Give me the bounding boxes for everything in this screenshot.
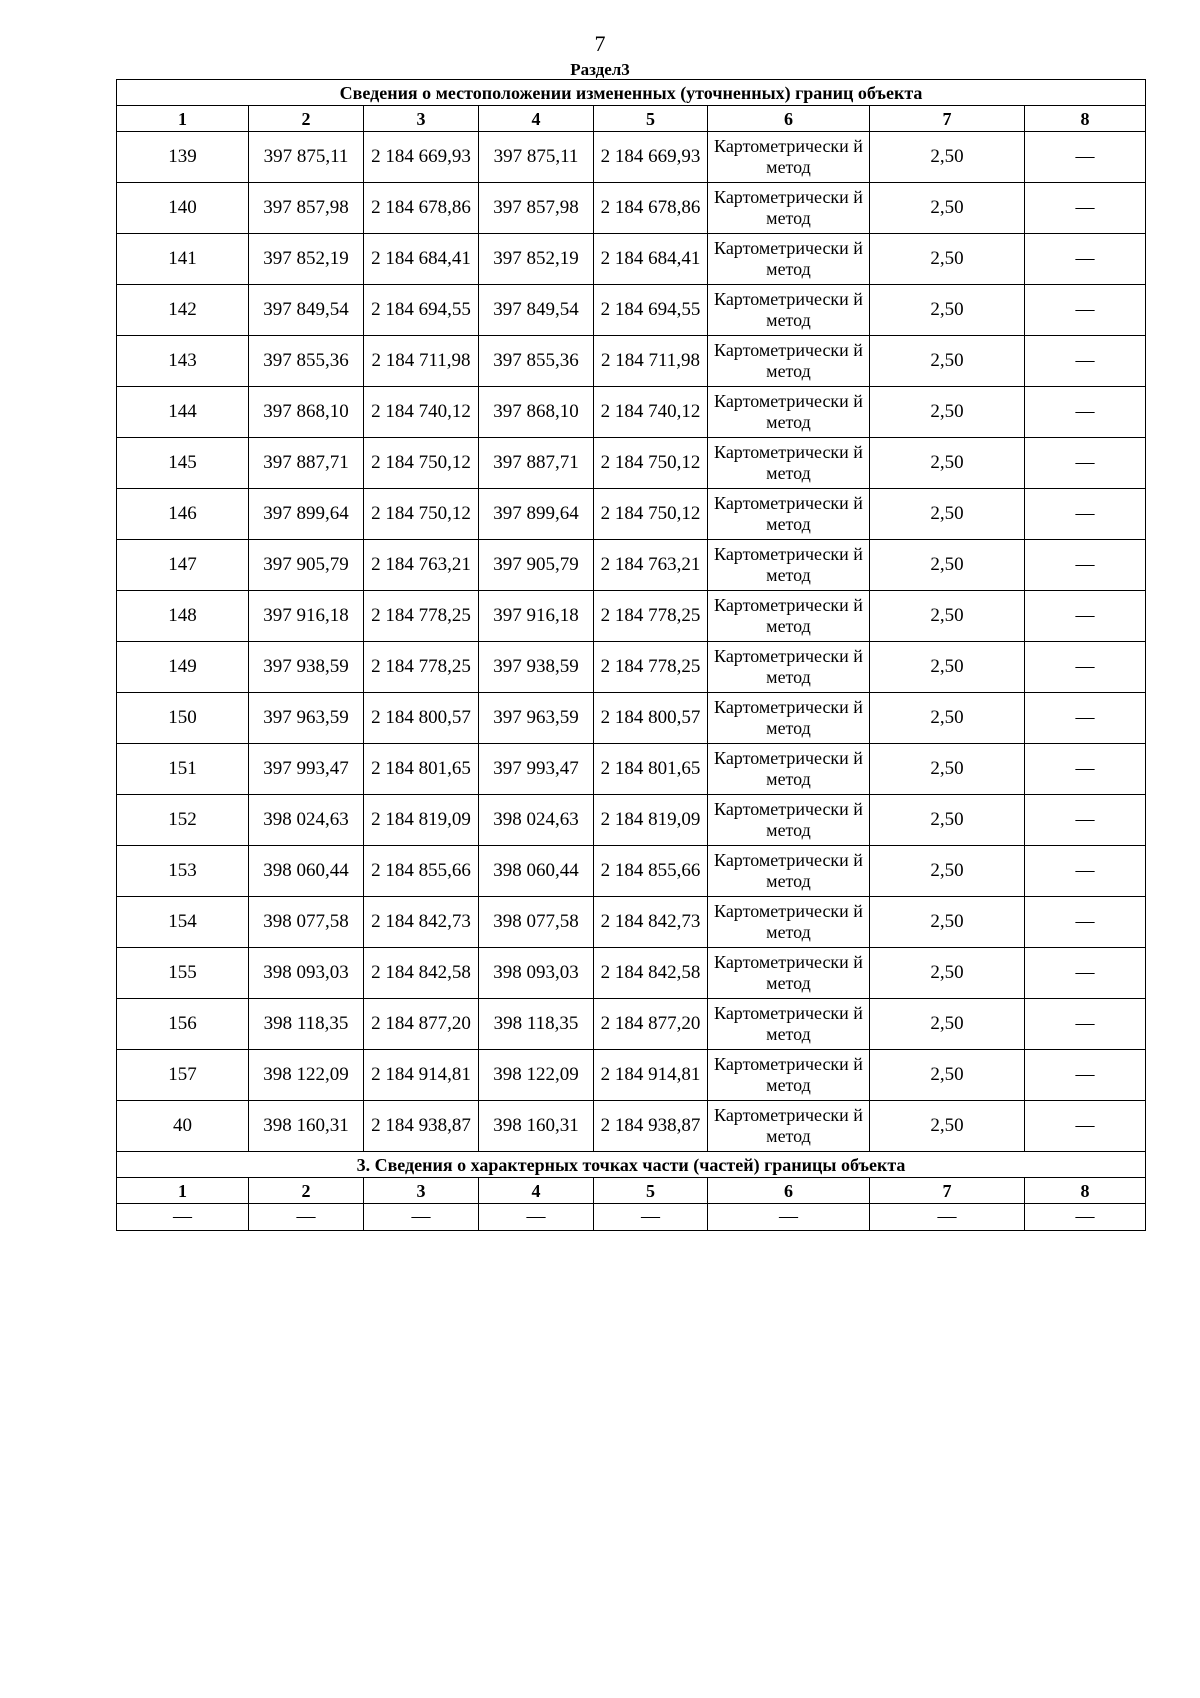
point-number-cell: 154: [117, 897, 249, 948]
method-cell: Картометрически й метод: [708, 591, 870, 642]
point-number-cell: 142: [117, 285, 249, 336]
x-coordinate-cell: 397 849,54: [249, 285, 364, 336]
x-coordinate-new-cell: 398 160,31: [479, 1101, 594, 1152]
y-coordinate-cell: 2 184 684,41: [364, 234, 479, 285]
y-coordinate-cell: 2 184 740,12: [364, 387, 479, 438]
method-cell: Картометрически й метод: [708, 438, 870, 489]
x-coordinate-new-cell: 397 887,71: [479, 438, 594, 489]
table-row: [117, 591, 1146, 642]
x-coordinate-new-cell: 398 060,44: [479, 846, 594, 897]
table2-column-numbers: [117, 1178, 1146, 1204]
y-coordinate-cell: 2 184 711,98: [364, 336, 479, 387]
point-number-cell: 145: [117, 438, 249, 489]
point-number-cell: 148: [117, 591, 249, 642]
y-coordinate-new-cell: —: [594, 1204, 708, 1231]
x-coordinate-new-cell: —: [479, 1204, 594, 1231]
column-number-1: 1: [117, 1178, 249, 1204]
point-number-cell: 144: [117, 387, 249, 438]
x-coordinate-cell: 398 060,44: [249, 846, 364, 897]
x-coordinate-cell: 397 855,36: [249, 336, 364, 387]
y-coordinate-cell: 2 184 678,86: [364, 183, 479, 234]
description-cell: —: [1025, 234, 1146, 285]
description-cell: —: [1025, 897, 1146, 948]
point-number-cell: 153: [117, 846, 249, 897]
precision-cell: 2,50: [870, 132, 1025, 183]
column-number-7: 7: [870, 106, 1025, 132]
method-cell: Картометрически й метод: [708, 489, 870, 540]
method-cell: Картометрически й метод: [708, 336, 870, 387]
table-row: [117, 336, 1146, 387]
precision-cell: 2,50: [870, 234, 1025, 285]
method-cell: Картометрически й метод: [708, 948, 870, 999]
precision-cell: 2,50: [870, 336, 1025, 387]
description-cell: —: [1025, 132, 1146, 183]
table-row: [117, 285, 1146, 336]
column-number-6: 6: [708, 1178, 870, 1204]
table-row: [117, 540, 1146, 591]
x-coordinate-cell: 397 868,10: [249, 387, 364, 438]
table1-caption: [117, 80, 1146, 106]
y-coordinate-cell: 2 184 750,12: [364, 438, 479, 489]
y-coordinate-new-cell: 2 184 801,65: [594, 744, 708, 795]
x-coordinate-cell: 397 963,59: [249, 693, 364, 744]
y-coordinate-new-cell: 2 184 684,41: [594, 234, 708, 285]
precision-cell: 2,50: [870, 1101, 1025, 1152]
precision-cell: 2,50: [870, 540, 1025, 591]
table-row: [117, 795, 1146, 846]
table-row: [117, 897, 1146, 948]
y-coordinate-new-cell: 2 184 914,81: [594, 1050, 708, 1101]
y-coordinate-cell: 2 184 877,20: [364, 999, 479, 1050]
x-coordinate-cell: 397 887,71: [249, 438, 364, 489]
x-coordinate-new-cell: 397 963,59: [479, 693, 594, 744]
precision-cell: 2,50: [870, 1050, 1025, 1101]
table-row: [117, 438, 1146, 489]
description-cell: —: [1025, 591, 1146, 642]
precision-cell: 2,50: [870, 897, 1025, 948]
precision-cell: 2,50: [870, 744, 1025, 795]
method-cell: Картометрически й метод: [708, 387, 870, 438]
column-number-4: 4: [479, 106, 594, 132]
column-number-1: 1: [117, 106, 249, 132]
x-coordinate-cell: 397 938,59: [249, 642, 364, 693]
boundary-table: [116, 79, 1146, 1231]
table2-caption-text: 3. Сведения о характерных точках части (частей) границы объекта: [117, 1152, 1146, 1178]
y-coordinate-cell: 2 184 855,66: [364, 846, 479, 897]
x-coordinate-new-cell: 397 849,54: [479, 285, 594, 336]
method-cell: Картометрически й метод: [708, 132, 870, 183]
x-coordinate-new-cell: 398 093,03: [479, 948, 594, 999]
description-cell: —: [1025, 1204, 1146, 1231]
precision-cell: 2,50: [870, 846, 1025, 897]
point-number-cell: —: [117, 1204, 249, 1231]
point-number-cell: 149: [117, 642, 249, 693]
x-coordinate-new-cell: 397 868,10: [479, 387, 594, 438]
column-number-8: 8: [1025, 106, 1146, 132]
x-coordinate-cell: 397 875,11: [249, 132, 364, 183]
column-number-7: 7: [870, 1178, 1025, 1204]
table-row: [117, 387, 1146, 438]
description-cell: —: [1025, 1101, 1146, 1152]
column-number-5: 5: [594, 106, 708, 132]
description-cell: —: [1025, 1050, 1146, 1101]
y-coordinate-cell: 2 184 778,25: [364, 642, 479, 693]
x-coordinate-new-cell: 397 857,98: [479, 183, 594, 234]
description-cell: —: [1025, 846, 1146, 897]
y-coordinate-new-cell: 2 184 855,66: [594, 846, 708, 897]
precision-cell: 2,50: [870, 999, 1025, 1050]
point-number-cell: 146: [117, 489, 249, 540]
point-number-cell: 150: [117, 693, 249, 744]
point-number-cell: 147: [117, 540, 249, 591]
column-number-4: 4: [479, 1178, 594, 1204]
y-coordinate-new-cell: 2 184 778,25: [594, 591, 708, 642]
y-coordinate-cell: 2 184 669,93: [364, 132, 479, 183]
x-coordinate-cell: 397 852,19: [249, 234, 364, 285]
x-coordinate-cell: 397 993,47: [249, 744, 364, 795]
method-cell: —: [708, 1204, 870, 1231]
description-cell: —: [1025, 285, 1146, 336]
column-number-3: 3: [364, 106, 479, 132]
column-number-2: 2: [249, 106, 364, 132]
table1-caption-text: Сведения о местоположении измененных (уточненных) границ объекта: [117, 80, 1146, 106]
x-coordinate-cell: —: [249, 1204, 364, 1231]
method-cell: Картометрически й метод: [708, 846, 870, 897]
y-coordinate-cell: 2 184 914,81: [364, 1050, 479, 1101]
precision-cell: 2,50: [870, 591, 1025, 642]
precision-cell: 2,50: [870, 795, 1025, 846]
x-coordinate-cell: 397 905,79: [249, 540, 364, 591]
description-cell: —: [1025, 693, 1146, 744]
point-number-cell: 40: [117, 1101, 249, 1152]
y-coordinate-cell: 2 184 842,73: [364, 897, 479, 948]
x-coordinate-new-cell: 397 938,59: [479, 642, 594, 693]
precision-cell: 2,50: [870, 642, 1025, 693]
precision-cell: 2,50: [870, 438, 1025, 489]
y-coordinate-new-cell: 2 184 678,86: [594, 183, 708, 234]
x-coordinate-new-cell: 398 077,58: [479, 897, 594, 948]
point-number-cell: 151: [117, 744, 249, 795]
y-coordinate-cell: 2 184 694,55: [364, 285, 479, 336]
method-cell: Картометрически й метод: [708, 795, 870, 846]
x-coordinate-new-cell: 398 024,63: [479, 795, 594, 846]
table-row: [117, 999, 1146, 1050]
point-number-cell: 152: [117, 795, 249, 846]
description-cell: —: [1025, 336, 1146, 387]
point-number-cell: 157: [117, 1050, 249, 1101]
x-coordinate-new-cell: 397 916,18: [479, 591, 594, 642]
table-row: [117, 744, 1146, 795]
column-number-5: 5: [594, 1178, 708, 1204]
table-row: [117, 1050, 1146, 1101]
method-cell: Картометрически й метод: [708, 540, 870, 591]
point-number-cell: 156: [117, 999, 249, 1050]
table-row: [117, 183, 1146, 234]
y-coordinate-cell: 2 184 938,87: [364, 1101, 479, 1152]
y-coordinate-new-cell: 2 184 711,98: [594, 336, 708, 387]
description-cell: —: [1025, 795, 1146, 846]
y-coordinate-new-cell: 2 184 750,12: [594, 438, 708, 489]
method-cell: Картометрически й метод: [708, 285, 870, 336]
x-coordinate-new-cell: 397 852,19: [479, 234, 594, 285]
description-cell: —: [1025, 438, 1146, 489]
table-row: [117, 1101, 1146, 1152]
method-cell: Картометрически й метод: [708, 642, 870, 693]
table1-column-numbers: [117, 106, 1146, 132]
x-coordinate-new-cell: 398 122,09: [479, 1050, 594, 1101]
x-coordinate-cell: 397 857,98: [249, 183, 364, 234]
y-coordinate-new-cell: 2 184 877,20: [594, 999, 708, 1050]
point-number-cell: 139: [117, 132, 249, 183]
x-coordinate-cell: 398 160,31: [249, 1101, 364, 1152]
y-coordinate-new-cell: 2 184 819,09: [594, 795, 708, 846]
x-coordinate-cell: 397 899,64: [249, 489, 364, 540]
table-row: [117, 234, 1146, 285]
column-number-3: 3: [364, 1178, 479, 1204]
y-coordinate-cell: 2 184 842,58: [364, 948, 479, 999]
y-coordinate-new-cell: 2 184 842,73: [594, 897, 708, 948]
method-cell: Картометрически й метод: [708, 693, 870, 744]
y-coordinate-cell: 2 184 819,09: [364, 795, 479, 846]
y-coordinate-new-cell: 2 184 800,57: [594, 693, 708, 744]
point-number-cell: 143: [117, 336, 249, 387]
method-cell: Картометрически й метод: [708, 183, 870, 234]
method-cell: Картометрически й метод: [708, 234, 870, 285]
description-cell: —: [1025, 948, 1146, 999]
x-coordinate-new-cell: 397 905,79: [479, 540, 594, 591]
y-coordinate-new-cell: 2 184 750,12: [594, 489, 708, 540]
y-coordinate-cell: 2 184 800,57: [364, 693, 479, 744]
description-cell: —: [1025, 183, 1146, 234]
x-coordinate-new-cell: 398 118,35: [479, 999, 594, 1050]
table-body: [117, 80, 1146, 1231]
description-cell: —: [1025, 387, 1146, 438]
table-row: [117, 132, 1146, 183]
page-number: 7: [594, 31, 606, 56]
y-coordinate-new-cell: 2 184 669,93: [594, 132, 708, 183]
column-number-2: 2: [249, 1178, 364, 1204]
x-coordinate-cell: 398 122,09: [249, 1050, 364, 1101]
description-cell: —: [1025, 540, 1146, 591]
table-row: [117, 489, 1146, 540]
y-coordinate-cell: —: [364, 1204, 479, 1231]
point-number-cell: 141: [117, 234, 249, 285]
table2-caption: [117, 1152, 1146, 1178]
x-coordinate-cell: 397 916,18: [249, 591, 364, 642]
table-row: [117, 642, 1146, 693]
description-cell: —: [1025, 489, 1146, 540]
y-coordinate-new-cell: 2 184 938,87: [594, 1101, 708, 1152]
y-coordinate-new-cell: 2 184 842,58: [594, 948, 708, 999]
method-cell: Картометрически й метод: [708, 1050, 870, 1101]
method-cell: Картометрически й метод: [708, 897, 870, 948]
x-coordinate-new-cell: 397 875,11: [479, 132, 594, 183]
description-cell: —: [1025, 642, 1146, 693]
point-number-cell: 140: [117, 183, 249, 234]
method-cell: Картометрически й метод: [708, 1101, 870, 1152]
y-coordinate-cell: 2 184 750,12: [364, 489, 479, 540]
description-cell: —: [1025, 999, 1146, 1050]
table-row: [117, 846, 1146, 897]
point-number-cell: 155: [117, 948, 249, 999]
x-coordinate-cell: 398 024,63: [249, 795, 364, 846]
table-row: [117, 1204, 1146, 1231]
x-coordinate-new-cell: 397 899,64: [479, 489, 594, 540]
table-row: [117, 948, 1146, 999]
precision-cell: —: [870, 1204, 1025, 1231]
x-coordinate-cell: 398 118,35: [249, 999, 364, 1050]
precision-cell: 2,50: [870, 948, 1025, 999]
x-coordinate-new-cell: 397 993,47: [479, 744, 594, 795]
y-coordinate-cell: 2 184 763,21: [364, 540, 479, 591]
x-coordinate-cell: 398 077,58: [249, 897, 364, 948]
y-coordinate-new-cell: 2 184 763,21: [594, 540, 708, 591]
column-number-8: 8: [1025, 1178, 1146, 1204]
section-label: Раздел3: [570, 60, 630, 79]
x-coordinate-new-cell: 397 855,36: [479, 336, 594, 387]
y-coordinate-cell: 2 184 778,25: [364, 591, 479, 642]
x-coordinate-cell: 398 093,03: [249, 948, 364, 999]
method-cell: Картометрически й метод: [708, 744, 870, 795]
column-number-6: 6: [708, 106, 870, 132]
precision-cell: 2,50: [870, 183, 1025, 234]
y-coordinate-new-cell: 2 184 740,12: [594, 387, 708, 438]
table-row: [117, 693, 1146, 744]
y-coordinate-new-cell: 2 184 694,55: [594, 285, 708, 336]
y-coordinate-cell: 2 184 801,65: [364, 744, 479, 795]
method-cell: Картометрически й метод: [708, 999, 870, 1050]
precision-cell: 2,50: [870, 489, 1025, 540]
precision-cell: 2,50: [870, 693, 1025, 744]
y-coordinate-new-cell: 2 184 778,25: [594, 642, 708, 693]
description-cell: —: [1025, 744, 1146, 795]
precision-cell: 2,50: [870, 387, 1025, 438]
precision-cell: 2,50: [870, 285, 1025, 336]
